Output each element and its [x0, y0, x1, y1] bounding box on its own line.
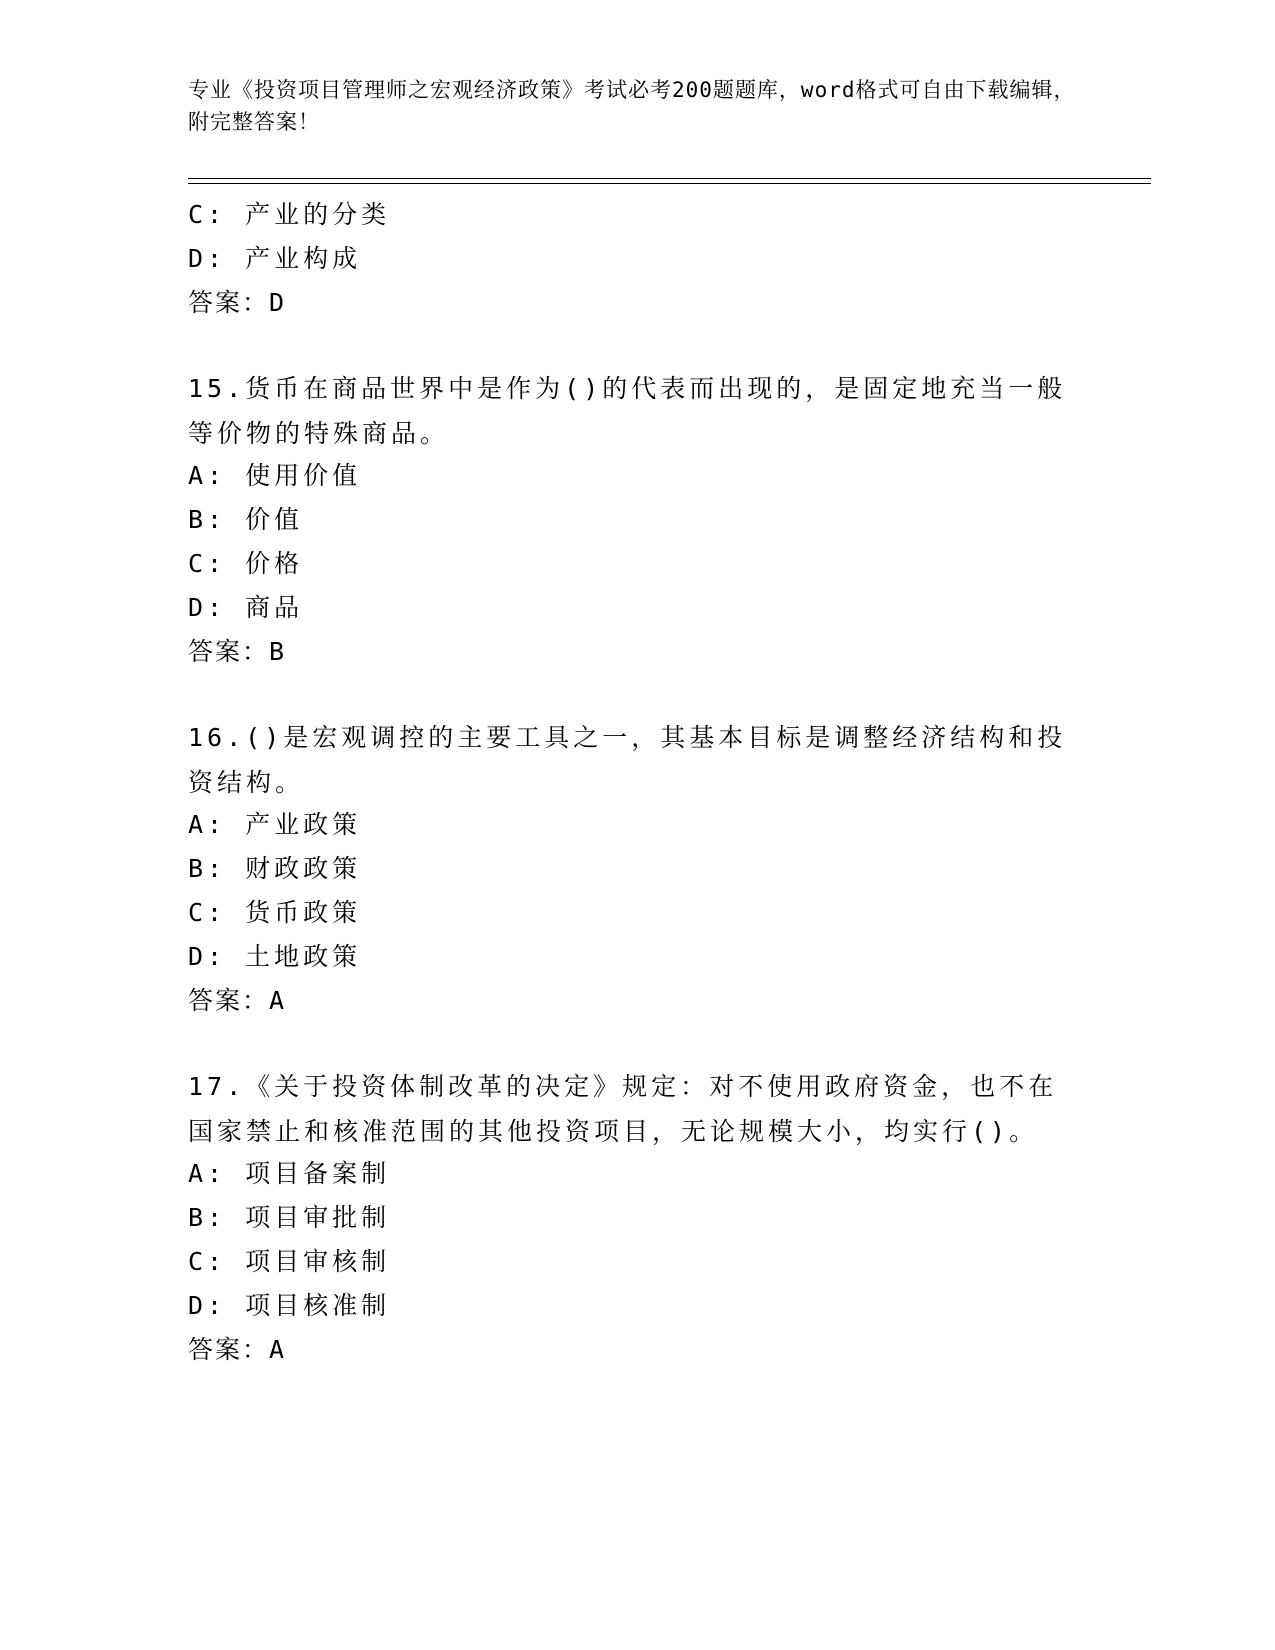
- option-c: C: 价格: [188, 549, 304, 578]
- header-rule-top: [188, 178, 1151, 179]
- answer: 答案：D: [188, 288, 287, 317]
- header-rule-bottom: [188, 183, 1151, 184]
- option-c: C: 产业的分类: [188, 200, 391, 229]
- option-a: A: 产业政策: [188, 810, 362, 839]
- option-d: D: 项目核准制: [188, 1291, 391, 1320]
- question-17-text: 17.《关于投资体制改革的决定》规定：对不使用政府资金，也不在国家禁止和核准范围的其他投资项目，无论规模大小，均实行()。: [188, 1072, 1058, 1146]
- question-16-text: 16.()是宏观调控的主要工具之一，其基本目标是调整经济结构和投资结构。: [188, 723, 1067, 797]
- answer: 答案：A: [188, 986, 287, 1015]
- option-b: B: 项目审批制: [188, 1203, 391, 1232]
- option-a: A: 项目备案制: [188, 1159, 391, 1188]
- option-c: C: 项目审核制: [188, 1247, 391, 1276]
- question-15-text: 15.货币在商品世界中是作为()的代表而出现的，是固定地充当一般等价物的特殊商品。: [188, 374, 1067, 448]
- option-b: B: 财政政策: [188, 854, 362, 883]
- document-header: 专业《投资项目管理师之宏观经济政策》考试必考200题题库，word格式可自由下载编辑，附完整答案！: [188, 78, 1076, 134]
- answer: 答案：B: [188, 637, 287, 666]
- option-d: D: 产业构成: [188, 244, 362, 273]
- option-b: B: 价值: [188, 505, 304, 534]
- option-a: A: 使用价值: [188, 461, 362, 490]
- option-c: C: 货币政策: [188, 898, 362, 927]
- option-d: D: 土地政策: [188, 942, 362, 971]
- option-d: D: 商品: [188, 593, 304, 622]
- answer: 答案：A: [188, 1335, 287, 1364]
